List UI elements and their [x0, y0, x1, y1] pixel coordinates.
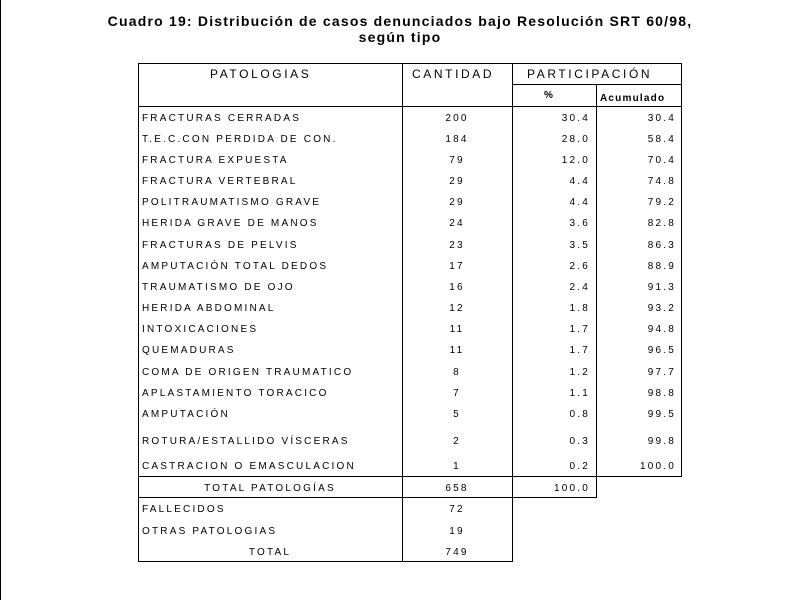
row-cantidad: 23: [449, 240, 465, 251]
row-name: POLITRAUMATISMO GRAVE: [142, 197, 322, 208]
row-pct: 30.4: [561, 113, 590, 124]
row-acumulado: 88.9: [647, 261, 676, 272]
row-cantidad: 11: [449, 324, 465, 335]
row-acumulado: 70.4: [647, 155, 676, 166]
row-cantidad: 79: [449, 155, 465, 166]
header-cantidad: CANTIDAD: [412, 67, 495, 81]
row-name: FRACTURAS DE PELVIS: [142, 240, 299, 251]
row-name: APLASTAMIENTO TORACICO: [142, 388, 329, 399]
header-acumulado: Acumulado: [600, 93, 666, 104]
row-cantidad: 1: [453, 461, 461, 472]
row-acumulado: 97.7: [647, 367, 676, 378]
row-pct: 1.7: [569, 324, 590, 335]
row-pct: 12.0: [561, 155, 590, 166]
row-name: QUEMADURAS: [142, 345, 236, 356]
row-cantidad: 5: [453, 409, 461, 420]
row-cantidad: 8: [453, 367, 461, 378]
row-cantidad: 7: [453, 388, 461, 399]
row-acumulado: 91.3: [647, 282, 676, 293]
row-name: COMA DE ORIGEN TRAUMATICO: [142, 367, 354, 378]
row-pct: 1.7: [569, 345, 590, 356]
title-line-1: Cuadro 19: Distribución de casos denunciados bajo Resolución SRT 60/98,: [107, 13, 693, 29]
row-cantidad: 16: [449, 282, 465, 293]
header-percent: %: [544, 90, 555, 101]
header-bottom-border: [138, 106, 682, 107]
total-patologias-bottom-border: [138, 497, 596, 498]
row-acumulado: 86.3: [647, 240, 676, 251]
row-name: FRACTURAS CERRADAS: [142, 113, 302, 124]
row-pct: 0.3: [569, 436, 590, 447]
row-name: FRACTURA EXPUESTA: [142, 155, 289, 166]
otras-patologias-cantidad: 19: [449, 526, 465, 537]
row-acumulado: 100.0: [639, 461, 676, 472]
row-acumulado: 94.8: [647, 324, 676, 335]
row-name: T.E.C.CON PERDIDA DE CON.: [142, 134, 338, 145]
row-acumulado: 96.5: [647, 345, 676, 356]
row-acumulado: 58.4: [647, 134, 676, 145]
row-cantidad: 24: [449, 218, 465, 229]
row-pct: 28.0: [561, 134, 590, 145]
row-pct: 2.4: [569, 282, 590, 293]
row-cantidad: 29: [449, 176, 465, 187]
table-bottom-border: [138, 561, 512, 562]
header-patologias: PATOLOGIAS: [210, 67, 312, 81]
left-frame-border: [0, 0, 1, 600]
page-title: [0, 13, 800, 45]
total-patologias-label: TOTAL PATOLOGÍAS: [204, 483, 336, 494]
fallecidos-cantidad: 72: [449, 504, 465, 515]
total-patologias-cantidad: 658: [445, 483, 469, 494]
row-acumulado: 93.2: [647, 303, 676, 314]
row-pct: 1.1: [569, 388, 590, 399]
row-acumulado: 74.8: [647, 176, 676, 187]
participacion-divider: [512, 84, 682, 85]
row-cantidad: 17: [449, 261, 465, 272]
body-bottom-border: [138, 476, 682, 477]
fallecidos-label: FALLECIDOS: [142, 504, 226, 515]
row-cantidad: 11: [449, 345, 465, 356]
row-name: AMPUTACIÓN TOTAL DEDOS: [142, 261, 329, 272]
table-top-border: [138, 63, 682, 64]
row-pct: 4.4: [569, 176, 590, 187]
row-name: CASTRACION O EMASCULACION: [142, 461, 356, 472]
row-name: ROTURA/ESTALLIDO VÍSCERAS: [142, 436, 350, 447]
col-border-right: [681, 63, 682, 477]
row-pct: 3.6: [569, 218, 590, 229]
total-label: TOTAL: [248, 547, 292, 558]
row-pct: 0.2: [569, 461, 590, 472]
header-participacion: PARTICIPACIÓN: [527, 67, 653, 81]
row-acumulado: 30.4: [647, 113, 676, 124]
row-cantidad: 184: [445, 134, 469, 145]
row-name: HERIDA ABDOMINAL: [142, 303, 276, 314]
row-pct: 1.8: [569, 303, 590, 314]
title-line-2: según tipo: [358, 29, 442, 45]
row-acumulado: 82.8: [647, 218, 676, 229]
row-name: INTOXICACIONES: [142, 324, 259, 335]
row-cantidad: 2: [453, 436, 461, 447]
otras-patologias-label: OTRAS PATOLOGIAS: [142, 526, 278, 537]
row-name: HERIDA GRAVE DE MANOS: [142, 218, 319, 229]
row-pct: 1.2: [569, 367, 590, 378]
row-name: TRAUMATISMO DE OJO: [142, 282, 295, 293]
total-cantidad: 749: [445, 547, 469, 558]
row-acumulado: 98.8: [647, 388, 676, 399]
row-pct: 0.8: [569, 409, 590, 420]
row-acumulado: 79.2: [647, 197, 676, 208]
row-pct: 3.5: [569, 240, 590, 251]
row-acumulado: 99.5: [647, 409, 676, 420]
row-name: AMPUTACIÓN: [142, 409, 230, 420]
row-cantidad: 29: [449, 197, 465, 208]
row-cantidad: 200: [445, 113, 469, 124]
row-pct: 2.6: [569, 261, 590, 272]
total-patologias-pct: 100.0: [553, 483, 590, 494]
row-pct: 4.4: [569, 197, 590, 208]
row-name: FRACTURA VERTEBRAL: [142, 176, 298, 187]
row-acumulado: 99.8: [647, 436, 676, 447]
row-cantidad: 12: [449, 303, 465, 314]
